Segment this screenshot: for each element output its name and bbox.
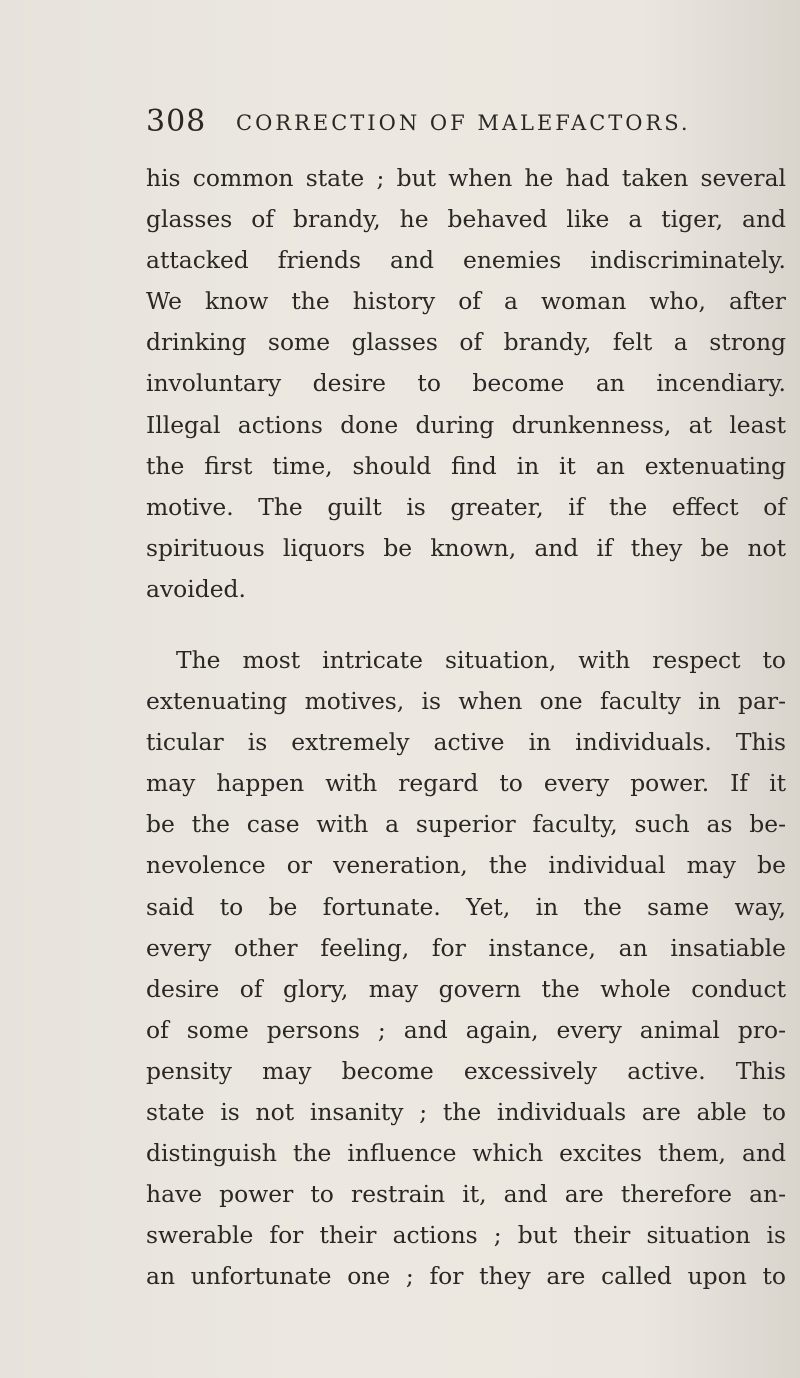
- text-line: may happen with regard to every power. If it: [146, 769, 786, 798]
- text-line: nevolence or veneration, the individual may be: [146, 851, 786, 880]
- text-line: ticular is extremely active in individuals. This: [146, 728, 786, 757]
- text-line: Illegal actions done during drunkenness, at least: [146, 410, 786, 439]
- text-line: desire of glory, may govern the whole conduct: [146, 974, 786, 1003]
- text-line: said to be fortunate. Yet, in the same way,: [146, 892, 786, 921]
- text-line: glasses of brandy, he behaved like a tiger, and: [146, 205, 786, 234]
- text-line: drinking some glasses of brandy, felt a strong: [146, 328, 786, 357]
- text-line: spirituous liquors be known, and if they be not: [146, 533, 786, 562]
- text-line: extenuating motives, is when one faculty in par-: [146, 687, 786, 716]
- text-line: every other feeling, for instance, an insatiable: [146, 933, 786, 962]
- text-line: involuntary desire to become an incendiary.: [146, 369, 786, 398]
- page-number: 308: [146, 104, 207, 139]
- text-line: swerable for their actions ; but their situation is: [146, 1221, 786, 1250]
- text-line: attacked friends and enemies indiscriminately.: [146, 246, 786, 275]
- text-line: have power to restrain it, and are therefore an-: [146, 1180, 786, 1209]
- paragraph-2: [146, 640, 786, 1298]
- text-line: pensity may become excessively active. This: [146, 1056, 786, 1085]
- text-line: of some persons ; and again, every animal pro-: [146, 1015, 786, 1044]
- paragraph-1: [146, 158, 786, 610]
- running-head: CORRECTION OF MALEFACTORS.: [236, 111, 691, 135]
- text-line: state is not insanity ; the individuals are able to: [146, 1098, 786, 1127]
- text-line: be the case with a superior faculty, such as be-: [146, 810, 786, 839]
- text-line: his common state ; but when he had taken several: [146, 164, 786, 192]
- text-line: avoided.: [146, 574, 246, 603]
- page-header: [146, 104, 766, 144]
- text-line: an unfortunate one ; for they are called upon to: [146, 1262, 786, 1291]
- text-line: motive. The guilt is greater, if the effect of: [146, 492, 786, 521]
- text-line: The most intricate situation, with respect to: [176, 646, 786, 674]
- text-line: distinguish the influence which excites them, and: [146, 1139, 786, 1168]
- text-line: the first time, should find in it an extenuating: [146, 451, 786, 480]
- text-line: We know the history of a woman who, after: [146, 287, 786, 316]
